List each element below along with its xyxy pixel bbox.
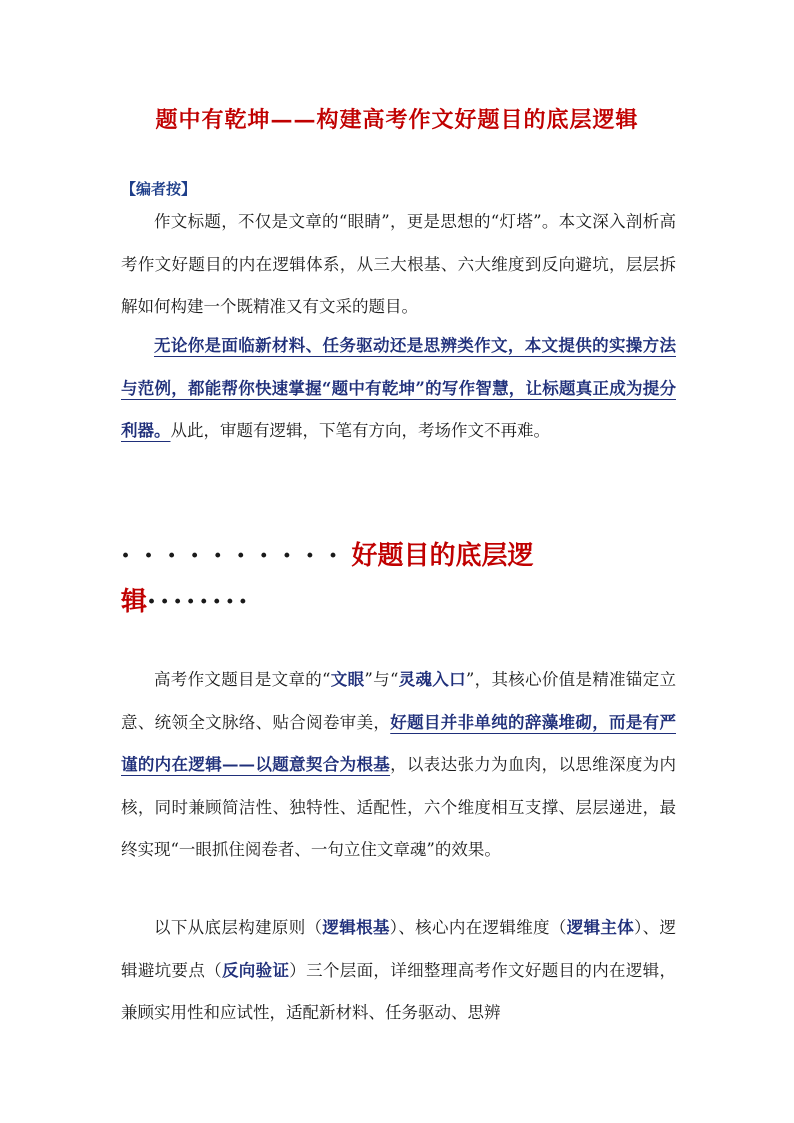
editor-note-paragraph-2 xyxy=(121,325,676,453)
editor-note-tag: 【编者按】 xyxy=(121,180,197,198)
heading-text-part-1: 好题目的底层逻 xyxy=(351,541,534,571)
heading-text-part-2: 辑 xyxy=(121,587,148,617)
body-text: ）、逻辑避坑要点（ xyxy=(121,918,677,980)
document-title: 题中有乾坤——构建高考作文好题目的底层逻辑 xyxy=(155,107,639,133)
bold-term-reverse-verification: 反向验证 xyxy=(221,960,290,980)
bold-term-soul-entry: 灵魂入口 xyxy=(398,670,466,689)
editor-note-closing: 从此，审题有逻辑，下笔有方向，考场作文不再难。 xyxy=(170,421,550,441)
body-text: ）、核心内在逻辑维度（ xyxy=(389,918,567,937)
body-text: 以下从底层构建原则（ xyxy=(154,918,323,937)
body-paragraph-2 xyxy=(121,907,676,1035)
body-text: ，以表达张力为血肉，以思维深度为内核，同时兼顾简洁性、独特性、适配性，六个维度相互支撑、层层递进，最终实现“一眼抓住阅卷者、一句立住文章魂”的效果。 xyxy=(121,755,677,860)
editor-note-emphasis: 无论你是面临新材料、任务驱动还是思辨类作文，本文提供的实操方法与范例，都能帮你快速掌握“题中有乾坤”的写作智慧，让标题真正成为提分利器。 xyxy=(121,336,676,441)
body-text: ”，其核心价值是精准锚定立意、统领全文脉络、贴合阅卷审美， xyxy=(121,670,677,732)
body-text: 高考作文题目是文章的“ xyxy=(154,670,331,689)
body-text: ”与“ xyxy=(364,670,399,689)
bold-term-logic-foundation: 逻辑根基 xyxy=(322,918,390,937)
editor-note-paragraph-1: 作文标题，不仅是文章的“眼睛”，更是思想的“灯塔”。本文深入剖析高考作文好题目的内在逻辑体系，从三大根基、六大维度到反向避坑，层层拆解如何构建一个既精准又有文采的题目。 xyxy=(121,212,676,317)
body-text: ）三个层面，详细整理高考作文好题目的内在逻辑，兼顾实用性和应试性，适配新材料、任务驱动、思辨 xyxy=(121,960,676,1023)
heading-leading-dots: ·········· xyxy=(121,541,352,571)
heading-trailing-dots: ········ xyxy=(147,587,252,617)
body-paragraph-1 xyxy=(121,659,676,872)
bold-term-wenyan: 文眼 xyxy=(330,670,365,689)
section-heading xyxy=(121,533,676,625)
body-emphasis: 好题目并非单纯的辞藻堆砌，而是有严谨的内在逻辑——以题意契合为根基 xyxy=(121,712,676,775)
bold-term-logic-subject: 逻辑主体 xyxy=(566,918,635,937)
